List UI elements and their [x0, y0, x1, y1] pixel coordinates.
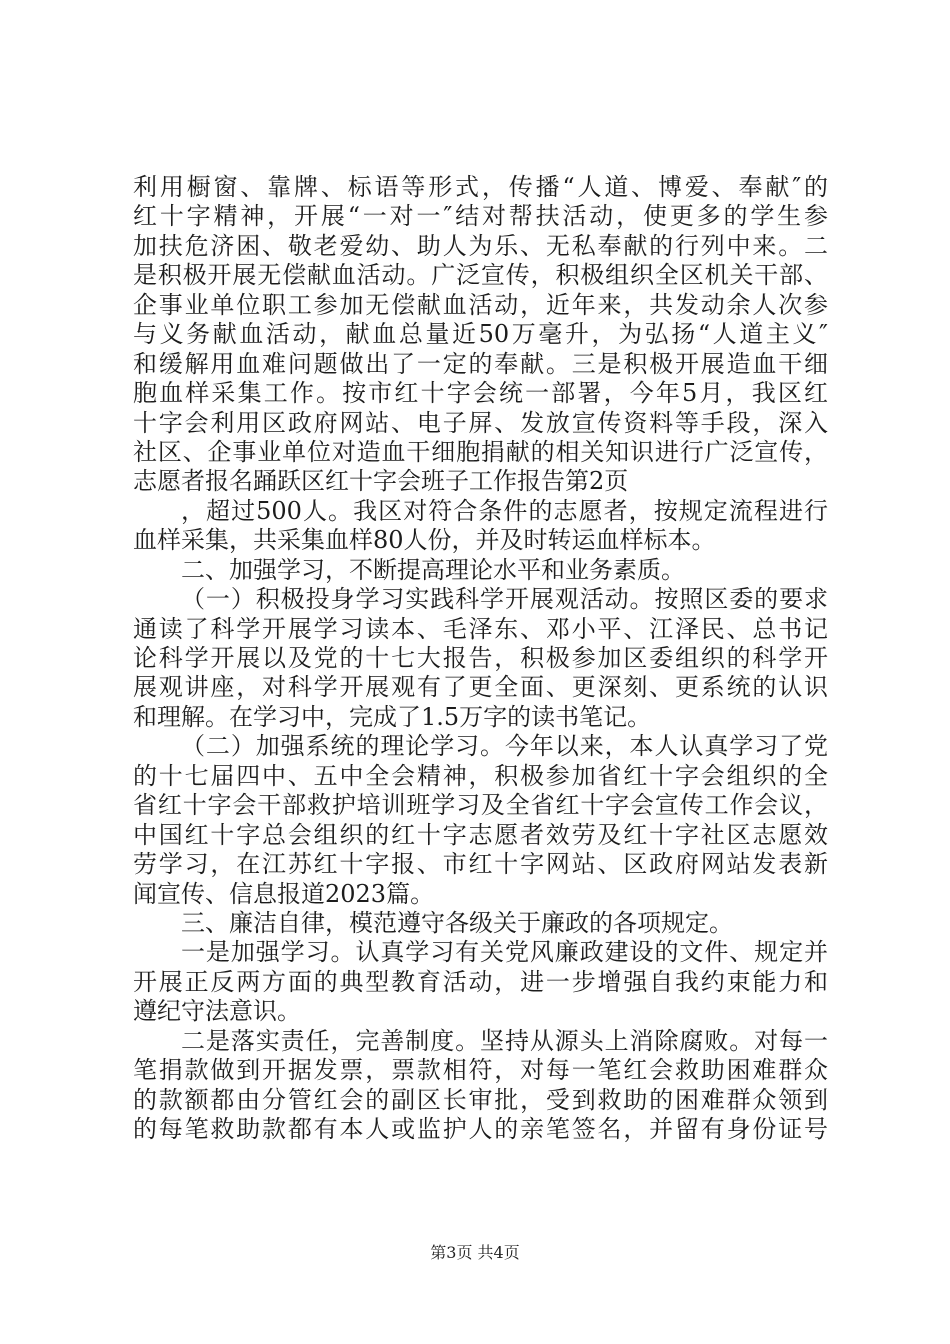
text-line: （二）加强系统的理论学习。今年以来，本人认真学习了党 [181, 732, 828, 761]
text-line: 和缓解用血难问题做出了一定的奉献。三是积极开展造血干细 [133, 349, 828, 378]
text-line: ，超过500人。我区对符合条件的志愿者，按规定流程进行 [181, 496, 828, 525]
text-line: 开展正反两方面的典型教育活动，进一步增强自我约束能力和 [133, 967, 828, 996]
text-line: 红十字精神，开展“一对一″结对帮扶活动，使更多的学生参 [133, 202, 828, 231]
text-line: 的每笔救助款都有本人或监护人的亲笔签名，并留有身份证号 [133, 1115, 828, 1143]
text-line: 一是加强学习。认真学习有关党风廉政建设的文件、规定并 [181, 938, 828, 967]
text-line: 省红十字会干部救护培训班学习及全省红十字会宣传工作会议， [133, 791, 828, 820]
text-line: 笔捐款做到开据发票，票款相符，对每一笔红会救助困难群众 [133, 1056, 828, 1085]
text-line: 展观讲座，对科学开展观有了更全面、更深刻、更系统的认识 [133, 673, 828, 702]
text-line: 和理解。在学习中，完成了1.5万字的读书笔记。 [133, 702, 652, 731]
text-line: 通读了科学开展学习读本、毛泽东、邓小平、江泽民、总书记 [133, 614, 828, 643]
page-number-footer: 第3页 共4页 [430, 1243, 520, 1262]
text-line: 是积极开展无偿献血活动。广泛宣传，积极组织全区机关干部、 [133, 261, 828, 290]
text-line: 社区、企事业单位对造血干细胞捐献的相关知识进行广泛宣传， [133, 437, 828, 466]
text-line: 二是落实责任，完善制度。坚持从源头上消除腐败。对每一 [181, 1026, 828, 1055]
text-line: 企事业单位职工参加无偿献血活动，近年来，共发动余人次参 [133, 290, 828, 319]
section-heading: 二、加强学习，不断提高理论水平和业务素质。 [181, 555, 685, 584]
text-line: 利用橱窗、靠牌、标语等形式，传播“人道、博爱、奉献″的 [133, 173, 828, 201]
text-line: 志愿者报名踊跃区红十字会班子工作报告第2页 [133, 467, 629, 496]
text-line: 加扶危济困、敬老爱幼、助人为乐、无私奉献的行列中来。二 [133, 231, 828, 260]
text-line: 中国红十字总会组织的红十字志愿者效劳及红十字社区志愿效 [133, 820, 828, 849]
text-line: 闻宣传、信息报道2023篇。 [133, 879, 435, 908]
section-heading: 三、廉洁自律，模范遵守各级关于廉政的各项规定。 [181, 908, 733, 937]
text-line: 论科学开展以及党的十七大报告，积极参加区委组织的科学开 [133, 644, 828, 672]
text-line: 的十七届四中、五中全会精神，积极参加省红十字会组织的全 [133, 761, 828, 790]
text-line: 与义务献血活动，献血总量近50万毫升，为弘扬“人道主义″ [133, 320, 828, 349]
text-line: 的款额都由分管红会的副区长审批，受到救助的困难群众领到 [133, 1085, 828, 1114]
text-line: 血样采集，共采集血样80人份，并及时转运血样标本。 [133, 526, 716, 555]
text-line: 劳学习，在江苏红十字报、市红十字网站、区政府网站发表新 [133, 850, 828, 879]
text-line: 遵纪守法意识。 [133, 997, 301, 1026]
text-line: （一）积极投身学习实践科学开展观活动。按照区委的要求 [181, 585, 828, 614]
text-line: 胞血样采集工作。按市红十字会统一部署，今年5月，我区红 [133, 379, 828, 408]
document-body [133, 173, 828, 1144]
text-line: 十字会利用区政府网站、电子屏、发放宣传资料等手段，深入 [133, 408, 828, 437]
